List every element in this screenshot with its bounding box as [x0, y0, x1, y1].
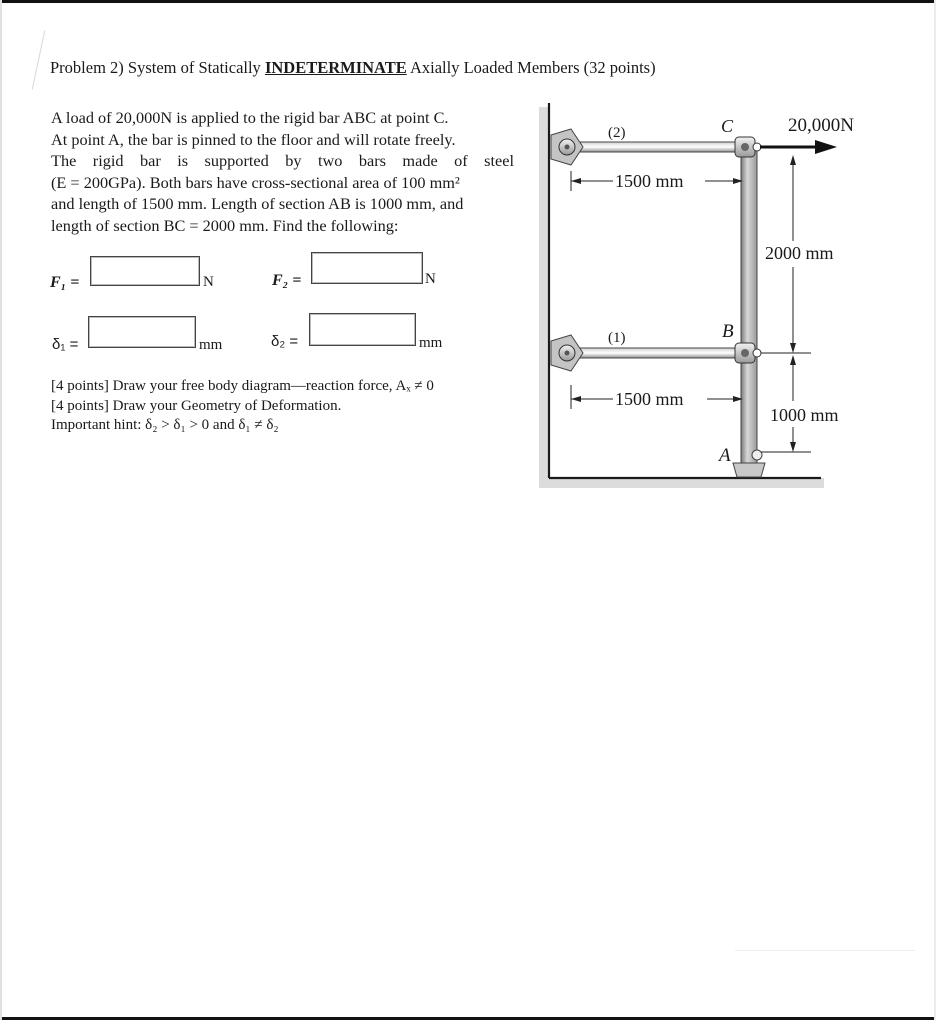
member-2-label: (2) [608, 125, 626, 141]
page-fold-mark [32, 31, 45, 90]
task-hint: Important hint: δ₂ > δ₁ > 0 and δ₁ ≠ δ₂ [51, 417, 279, 433]
f1-unit: N [203, 274, 214, 290]
length-ab-label: 1000 mm [770, 405, 839, 425]
load-arrow [760, 140, 837, 154]
length-bottom-label: 1500 mm [615, 389, 684, 409]
wall-and-floor [539, 103, 824, 488]
point-b-label: B [722, 321, 734, 342]
problem-statement [51, 107, 514, 237]
statement-line-2: At point A, the bar is pinned to the floor and will rotate freely. [51, 129, 456, 149]
load-label: 20,000N [788, 115, 854, 136]
scan-artifact [735, 950, 915, 951]
title-prefix: Problem 2) System of Statically [50, 58, 265, 77]
length-bc-label: 2000 mm [765, 243, 834, 263]
f2-input[interactable] [311, 252, 423, 284]
delta2-input[interactable] [309, 313, 416, 346]
f2-unit: N [425, 271, 436, 287]
statement-line-4: (E = 200GPa). Both bars have cross-sectional area of 100 mm² [51, 172, 460, 192]
point-a-label: A [719, 445, 731, 466]
rigid-bar-abc [733, 145, 765, 477]
task-fbd: [4 points] Draw your free body diagram—reaction force, Aₓ ≠ 0 [51, 378, 434, 394]
frame-top-border [0, 0, 936, 3]
delta2-unit: mm [419, 335, 443, 351]
title-emphasis: INDETERMINATE [264, 58, 407, 77]
task-geometry: [4 points] Draw your Geometry of Deformation. [51, 397, 342, 414]
member-1-label: (1) [608, 330, 626, 346]
statement-line-3: The rigid bar is supported by two bars made of steel [51, 151, 514, 171]
statement-line-5: and length of 1500 mm. Length of section AB is 1000 mm, and [51, 194, 464, 214]
structure-figure [535, 95, 875, 495]
point-c-label: C [721, 116, 734, 136]
length-top-label: 1500 mm [615, 171, 684, 191]
f2-label: F₂ = [272, 272, 302, 289]
f1-label: F₁ = [50, 274, 80, 291]
delta2-label: δ₂ = [271, 333, 299, 350]
delta1-input[interactable] [88, 316, 196, 348]
delta1-label: δ₁ = [52, 336, 79, 353]
task-list [51, 377, 434, 436]
f1-input[interactable] [90, 256, 200, 286]
problem-title [50, 58, 656, 78]
statement-line-6: length of section BC = 2000 mm. Find the following: [51, 215, 399, 235]
statement-line-1: A load of 20,000N is applied to the rigid bar ABC at point C. [51, 108, 449, 127]
delta1-unit: mm [199, 337, 223, 353]
title-suffix: Axially Loaded Members (32 points) [406, 58, 656, 77]
page-edge-left [0, 0, 2, 1020]
